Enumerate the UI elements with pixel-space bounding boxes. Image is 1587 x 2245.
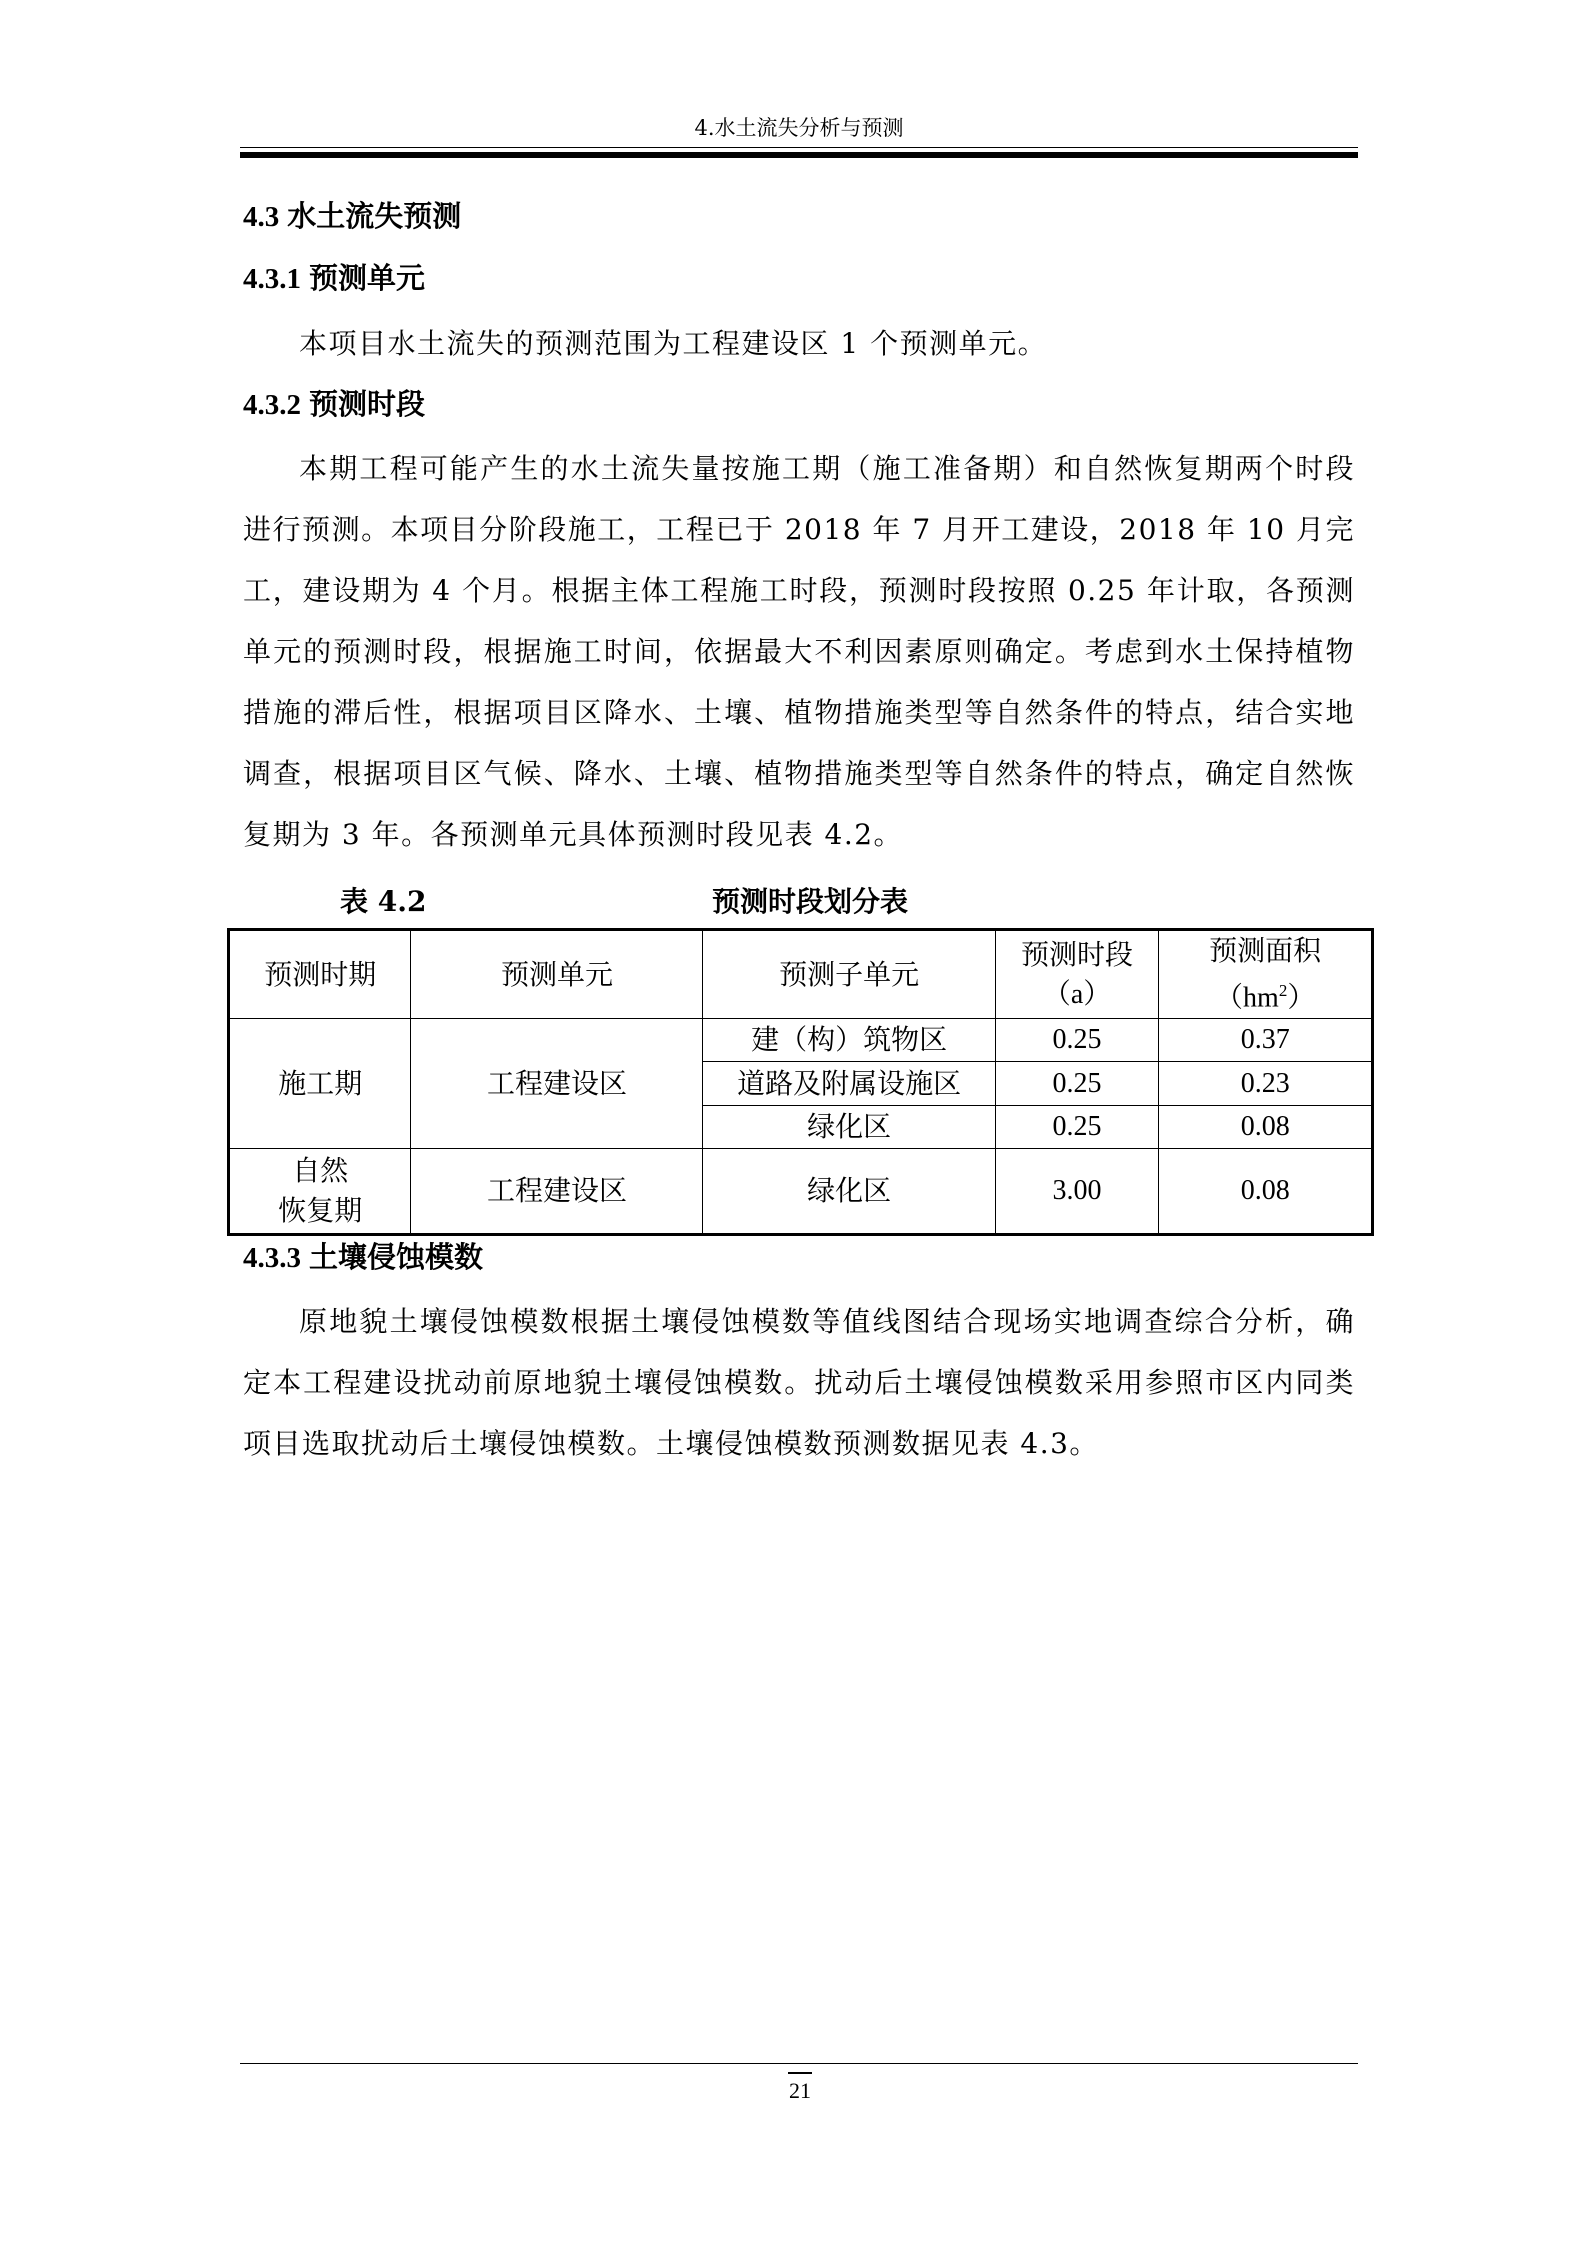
header-area-unit: $(hm^2)$	[1215, 981, 1316, 1014]
cell-period-recovery-line2: 恢复期	[278, 1194, 363, 1228]
cell-subunit: 绿化区	[703, 1149, 995, 1235]
cell-unit-recovery: 工程建设区	[411, 1149, 703, 1235]
paragraph-4-3-2: 本期工程可能产生的水土流失量按施工期（施工准备期）和自然恢复期两个时段进行预测。本项目分阶段施工，工程已于 2018 年 7 月开工建设，2018 年 10 月完工，建设期为 4 个月。根据主体工程施工时段，预测时段按照 0.25 年计取，各预测单元的预测时段，根据施工时间，依据最大不利因素原则确定。考虑到水土保持植物措施的滞后性，根据项目区降水、土壤、植物措施类型等自然条件的特点，结合实地调查，根据项目区气候、降水、土壤、植物措施类型等自然条件的特点，确定自然恢复期为 3 年。各预测单元具体预测时段见表 4.2。	[243, 452, 1355, 851]
running-header: 4.水土流失分析与预测	[694, 116, 904, 140]
section-title: 预测时段	[309, 387, 426, 421]
page-number-text: 21	[789, 2078, 811, 2103]
table-label: 表 4.2	[340, 885, 427, 918]
cell-area: 0.08	[1159, 1149, 1373, 1235]
page-number-bar	[788, 2072, 812, 2074]
section-number: 4.3	[243, 201, 280, 233]
header-rule-thin	[240, 147, 1358, 148]
section-number: 4.3.3	[243, 1242, 301, 1274]
header-period: 预测时期	[229, 930, 411, 1019]
table-row	[229, 1019, 1373, 1062]
cell-duration: 0.25	[995, 1062, 1159, 1106]
cell-area: 0.23	[1159, 1062, 1373, 1106]
section-4-3-2-heading	[243, 384, 425, 425]
section-4-3-3-heading	[243, 1237, 483, 1278]
header-duration-line1: 预测时段	[1021, 937, 1134, 971]
cell-period-recovery-line1: 自然	[292, 1154, 349, 1188]
paragraph-4-3-3: 原地貌土壤侵蚀模数根据土壤侵蚀模数等值线图结合现场实地调查综合分析，确定本工程建设扰动前原地貌土壤侵蚀模数。扰动后土壤侵蚀模数采用参照市区内同类项目选取扰动后土壤侵蚀模数。土壤侵蚀模数预测数据见表 4.3。	[243, 1305, 1355, 1460]
section-4-3-1-heading	[243, 258, 425, 299]
section-number: 4.3.1	[243, 263, 301, 295]
header-unit: 预测单元	[411, 930, 703, 1019]
cell-period-recovery	[229, 1149, 411, 1235]
header-area	[1159, 930, 1373, 1019]
cell-period-construction: 施工期	[229, 1019, 411, 1149]
section-4-3-heading	[243, 196, 461, 237]
header-subunit: 预测子单元	[703, 930, 995, 1019]
section-title: 土壤侵蚀模数	[309, 1240, 484, 1274]
section-number: 4.3.2	[243, 389, 301, 421]
header-rule-thick	[240, 152, 1358, 158]
header-duration-unit: （a）	[1042, 978, 1112, 1010]
table-title: 预测时段划分表	[712, 885, 909, 918]
cell-duration: 0.25	[995, 1106, 1159, 1149]
cell-subunit: 绿化区	[703, 1106, 995, 1149]
header-duration	[995, 930, 1159, 1019]
prediction-period-table	[227, 928, 1374, 1236]
cell-area: 0.37	[1159, 1019, 1373, 1062]
cell-subunit: 道路及附属设施区	[703, 1062, 995, 1106]
page-number	[740, 2072, 860, 2104]
footer-rule	[240, 2063, 1358, 2064]
table-header-row	[229, 930, 1373, 1019]
cell-duration: 3.00	[995, 1149, 1159, 1235]
cell-area: 0.08	[1159, 1106, 1373, 1149]
header-area-line1: 预测面积	[1209, 934, 1322, 967]
paragraph-4-3-1: 本项目水土流失的预测范围为工程建设区 1 个预测单元。	[299, 327, 1048, 360]
table-row	[229, 1149, 1373, 1235]
section-title: 水土流失预测	[287, 199, 462, 233]
cell-unit-construction: 工程建设区	[411, 1019, 703, 1149]
section-title: 预测单元	[309, 261, 426, 295]
cell-duration: 0.25	[995, 1019, 1159, 1062]
cell-subunit: 建（构）筑物区	[703, 1019, 995, 1062]
